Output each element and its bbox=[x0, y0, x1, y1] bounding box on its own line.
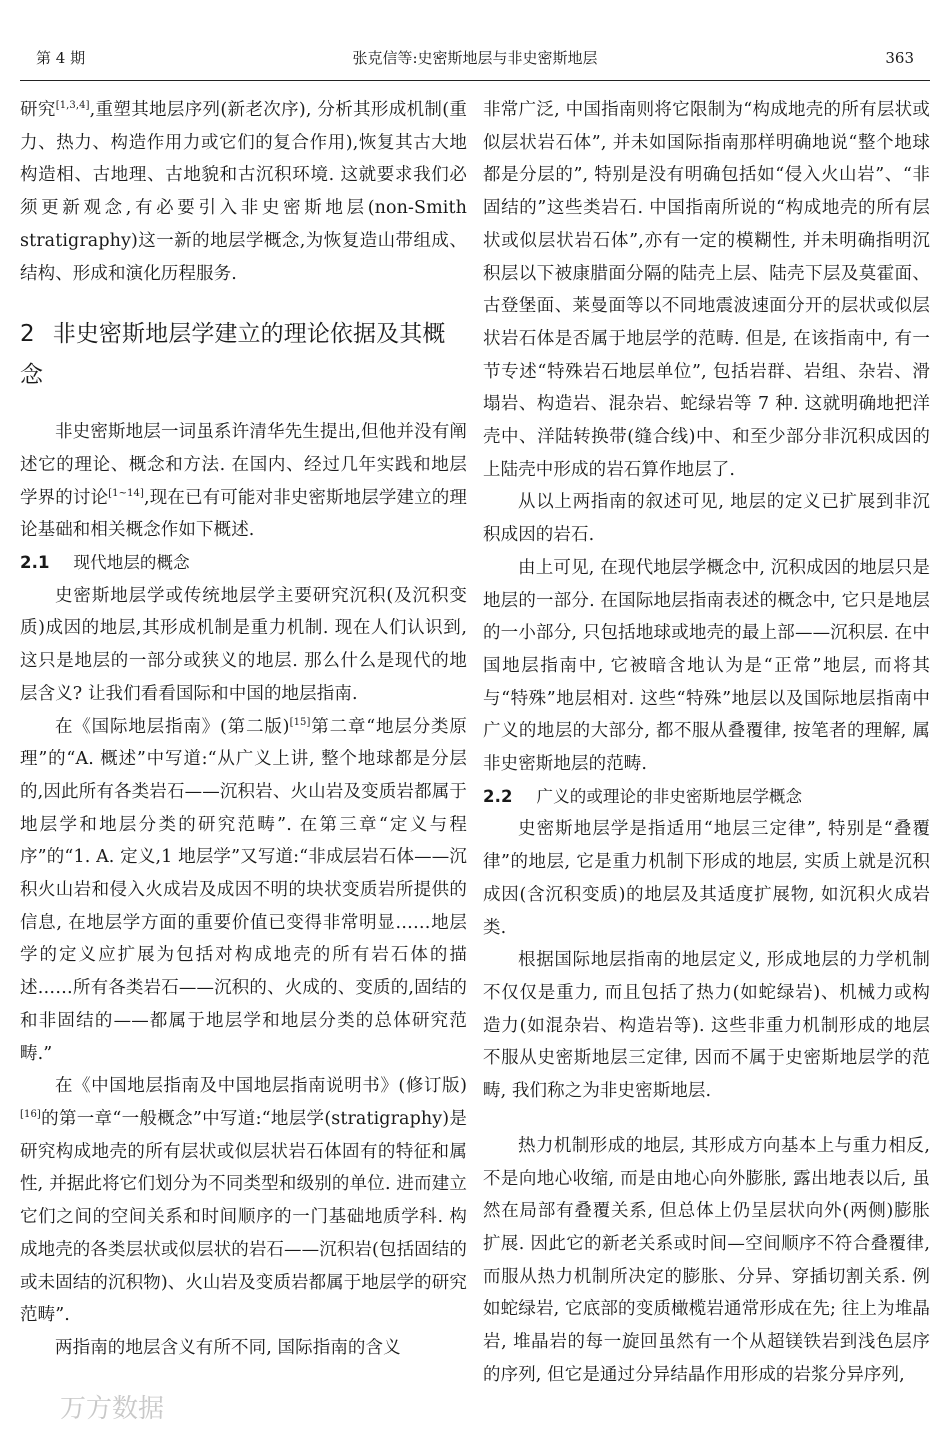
paragraph: 史密斯地层学是指适用“地层三定律”, 特别是“叠覆律”的地层, 它是重力机制下形成的地层, 实质上就是沉积成因(含沉积变质)的地层及其适度扩展物, 如沉积火成岩类. bbox=[483, 819, 930, 938]
running-header bbox=[20, 0, 930, 81]
paragraph: 热力机制形成的地层, 其形成方向基本上与重力相反, 不是向地心收缩, 而是由地心向外膨胀, 露出地表以后, 虽然在局部有叠覆关系, 但总体上仍呈层状向外(两侧)膨胀扩展. 因此它的新老关系或时间—空间顺序不符合叠覆律, 而服从热力机制所决定的膨胀、分异、穿插切割关系. 例如蛇绿岩, 它底部的变质橄榄岩通常形成在先; 往上为堆晶岩, 堆晶岩的每一旋回虽然有一个从超镁铁岩到浅色层序的序列, 但它是通过分异结晶作用形成的岩浆分异序列, bbox=[483, 1135, 930, 1385]
subsection-heading-2-1 bbox=[20, 547, 467, 580]
paragraph: 非史密斯地层一词虽系许清华先生提出,但他并没有阐述它的理论、概念和方法. 在国内、经过几年实践和地层学界的讨论[1~14],现在已有可能对非史密斯地层学建立的理论基础和相关概念作如下概述. bbox=[20, 422, 468, 541]
subsection-title: 广义的或理论的非史密斯地层学概念 bbox=[536, 786, 803, 806]
section-heading-2 bbox=[20, 314, 467, 396]
paragraph: 根据国际地层指南的地层定义, 形成地层的力学机制不仅仅是重力, 而且包括了热力(如蛇绿岩)、机械力或构造力(如混杂岩、构造岩等). 这些非重力机制形成的地层不服从史密斯地层三定律, 因而不属于史密斯地层学的范畴, 我们称之为非史密斯地层. bbox=[483, 950, 930, 1102]
paragraph: 由上可见, 在现代地层学概念中, 沉积成因的地层只是地层的一部分. 在国际地层指南表述的概念中, 它只是地层的一小部分, 只包括地球或地壳的最上部——沉积层. 在中国地层指南中, 它被暗含地认为是“正常”地层, 而将其与“特殊”地层相对. 这些“特殊”地层以及国际地层指南中广义的地层的大部分, 都不服从叠覆律, 按笔者的理解, 属非史密斯地层的范畴. bbox=[483, 557, 930, 775]
citation[interactable]: [15] bbox=[289, 716, 311, 728]
section-title: 非史密斯地层学建立的理论依据及其概念 bbox=[20, 321, 446, 389]
paragraph: 两指南的地层含义有所不同, 国际指南的含义 bbox=[55, 1337, 401, 1358]
subsection-title: 现代地层的概念 bbox=[73, 553, 190, 573]
paragraph: 非常广泛, 中国指南则将它限制为“构成地壳的所有层状或似层状岩石体”, 并未如国际指南那样明确地说“整个地球都是分层的”, 特别是没有明确包括如“侵入火山岩”、“非固结的”这些类岩石. 中国指南所说的“构成地壳的所有层状或似层状岩石体”,亦有一定的模糊性, 并未明确指明沉积层以下被康腊面分隔的陆壳上层、陆壳下层及莫霍面、古登堡面、莱曼面等以不同地震波速面分开的层状或似层状岩石体是否属于地层学的范畴. 但是, 在该指南中, 有一节专述“特殊岩石地层单位”, 包括岩群、岩组、杂岩、滑塌岩、构造岩、混杂岩、蛇绿岩等 7 种. 这就明确地把洋壳中、洋陆转换带(缝合线)中、和至少部分非沉积成因的上陆壳中形成的岩石算作地层了. bbox=[483, 100, 930, 480]
paragraph: 在《中国地层指南及中国地层指南说明书》(修订版)[16]的第一章“一般概念”中写道:“地层学(stratigraphy)是研究构成地壳的所有层状或似层状岩石体固有的特征和属性, 并据此将它们划分为不同类型和级别的单位. 进而建立它们之间的空间关系和时间顺序的一门基础地质学科. 构成地壳的各类层状或似层状的岩石——沉积岩(包括固结的或未固结的沉积物)、火山岩及变质岩都属于地层学的研究范畴”. bbox=[20, 1076, 467, 1326]
citation[interactable]: [1,3,4] bbox=[55, 100, 90, 111]
issue-label: 第 4 期 bbox=[36, 49, 86, 67]
citation[interactable]: [16] bbox=[20, 1108, 41, 1120]
watermark: 万方数据 bbox=[60, 1394, 165, 1424]
paragraph: 从以上两指南的叙述可见, 地层的定义已扩展到非沉积成因的岩石. bbox=[483, 492, 930, 546]
subsection-number: 2.2 bbox=[483, 786, 513, 806]
citation[interactable]: [1~14] bbox=[108, 487, 145, 499]
paragraph: 研究[1,3,4],重塑其地层序列(新老次序), 分析其形成机制(重力、热力、构造作用力或它们的复合作用),恢复其古大地构造相、古地理、古地貌和古沉积环境. 这就要求我们必须更新观念,有必要引入非史密斯地层(non-Smith stratigraphy)这一新的地层学概念,为恢复造山带组成、结构、形成和演化历程服务. bbox=[20, 100, 468, 284]
right-column bbox=[483, 94, 930, 1391]
subsection-number: 2.1 bbox=[20, 553, 50, 573]
left-column bbox=[20, 94, 467, 1365]
paragraph-gap bbox=[483, 1108, 930, 1130]
page-number: 363 bbox=[885, 49, 914, 67]
subsection-heading-2-2 bbox=[483, 781, 930, 814]
running-title: 张克信等:史密斯地层与非史密斯地层 bbox=[352, 49, 598, 67]
paragraph: 史密斯地层学或传统地层学主要研究沉积(及沉积变质)成因的地层,其形成机制是重力机制. 现在人们认识到,这只是地层的一部分或狭义的地层. 那么什么是现代的地层含义? 让我们看看国际和中国的地层指南. bbox=[20, 585, 467, 704]
paragraph: 在《国际地层指南》(第二版)[15]第二章“地层分类原理”的“A. 概述”中写道:“从广义上讲, 整个地球都是分层的,因此所有各类岩石——沉积岩、火山岩及变质岩都属于地层学和地层分类的研究范畴”. 在第三章“定义与程序”的“1. A. 定义,1 地层学”又写道:“非成层岩石体——沉积火山岩和侵入火成岩及成因不明的块状变质岩所提供的信息, 在地层学方面的重要价值已变得非常明显……地层学的定义应扩展为包括对构成地壳的所有岩石体的描述……所有各类岩石——沉积的、火成的、变质的,固结的和非固结的——都属于地层学和地层分类的总体研究范畴.” bbox=[20, 716, 467, 1064]
section-number: 2 bbox=[20, 321, 35, 348]
